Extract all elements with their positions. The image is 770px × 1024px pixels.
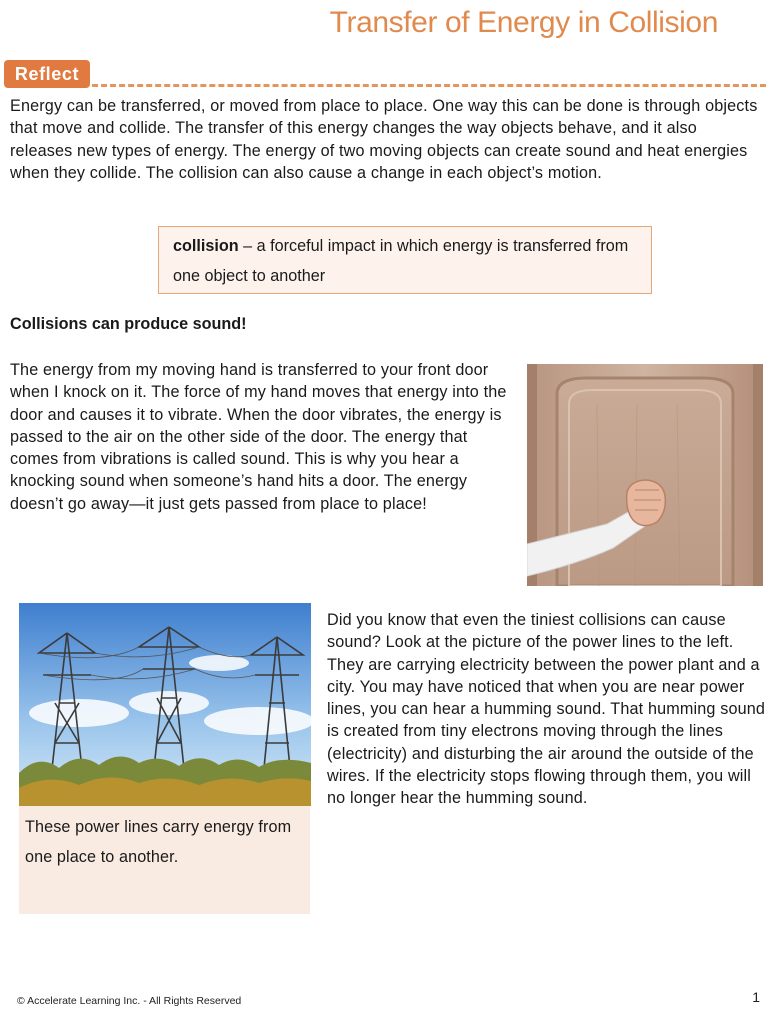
definition-term: collision: [173, 237, 239, 255]
door-knock-photo: [527, 364, 763, 586]
page-title: Transfer of Energy in Collision: [329, 6, 718, 39]
definition-text: – a forceful impact in which energy is transferred from one object to another: [173, 237, 629, 285]
power-lines-photo: [19, 603, 311, 806]
power-paragraph: Did you know that even the tiniest collisions can cause sound? Look at the picture of the power lines to the left. They are carrying electricity between the power plant and a city. You may have noticed that when you are near power lines, you can hear a humming sound. That humming sound is created from tiny electrons moving through the lines (electricity) and disturbing the air around the outside of the wires. If the electricity stops flowing through them, you will no longer hear the humming sound.: [327, 611, 766, 808]
section-divider: [92, 84, 766, 87]
definition-box: [158, 226, 652, 294]
reflect-badge: Reflect: [4, 60, 90, 88]
intro-paragraph: Energy can be transferred, or moved from place to place. One way this can be done is through objects that move and collide. The transfer of this energy changes the way objects behave, and it also releases new types of energy. The energy of two moving objects can create sound and heat energies when they collide. The collision can also cause a change in each object’s motion.: [10, 97, 758, 182]
sound-paragraph: The energy from my moving hand is transferred to your front door when I knock on it. The force of my hand moves that energy into the door and causes it to vibrate. When the door vibrates, the energy is passed to the air on the other side of the door. The energy that comes from vibrations is called sound. This is why you hear a knocking sound when someone’s hand hits a door. The energy doesn’t go away—it just gets passed from place to place!: [10, 361, 507, 513]
sound-heading: Collisions can produce sound!: [10, 315, 247, 333]
page-number: 1: [752, 989, 760, 1005]
photo-caption: These power lines carry energy from one place to another.: [19, 806, 310, 914]
copyright-footer: © Accelerate Learning Inc. - All Rights Reserved: [17, 995, 242, 1007]
